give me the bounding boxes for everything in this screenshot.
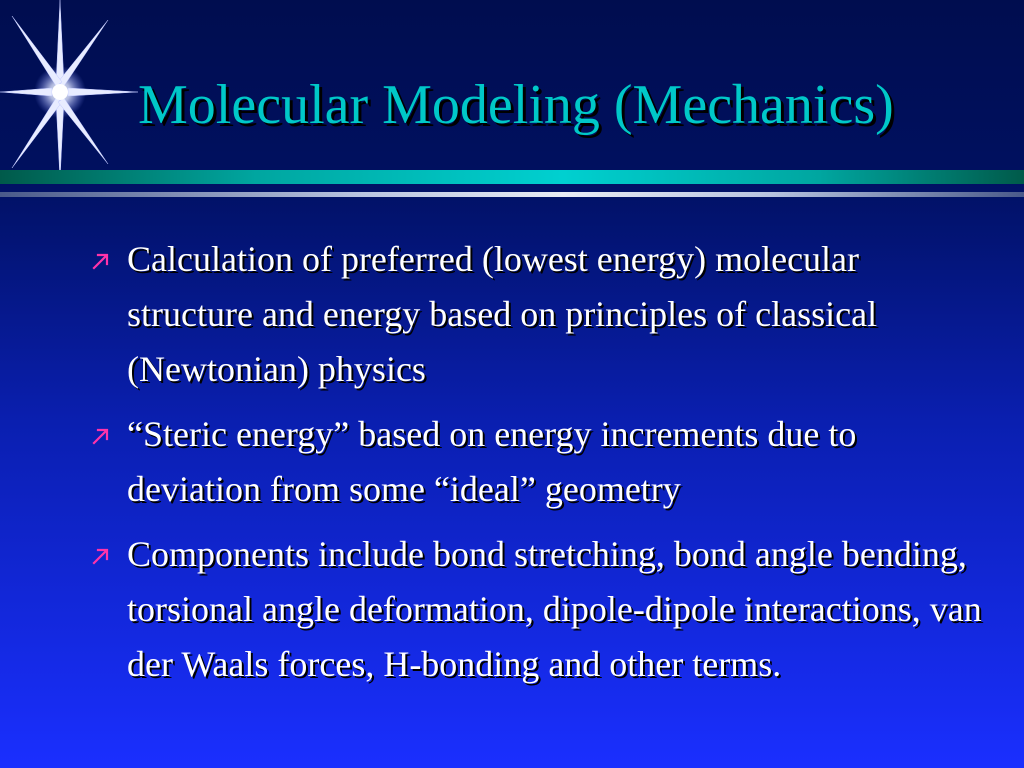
bullet-text: Calculation of preferred (lowest energy) molecular structure and energy based on principles of classical (Newtonian) physics [127, 239, 878, 389]
starburst-icon [0, 0, 140, 180]
bullet-text: Components include bond stretching, bond angle bending, torsional angle deformation, dipole-dipole interactions, van der Waals forces, H-bonding and other terms. [127, 534, 982, 684]
bullet-item [90, 232, 990, 397]
slide-title: Molecular Modeling (Mechanics) [138, 74, 894, 136]
diagonal-arrow-icon [90, 425, 112, 447]
title-underline [0, 192, 1024, 197]
bullet-item [90, 527, 990, 692]
diagonal-arrow-icon [90, 545, 112, 567]
title-divider [0, 170, 1024, 184]
bullet-list [90, 232, 990, 702]
bullet-item [90, 407, 990, 517]
bullet-text: “Steric energy” based on energy increments due to deviation from some “ideal” geometry [127, 414, 857, 509]
diagonal-arrow-icon [90, 250, 112, 272]
